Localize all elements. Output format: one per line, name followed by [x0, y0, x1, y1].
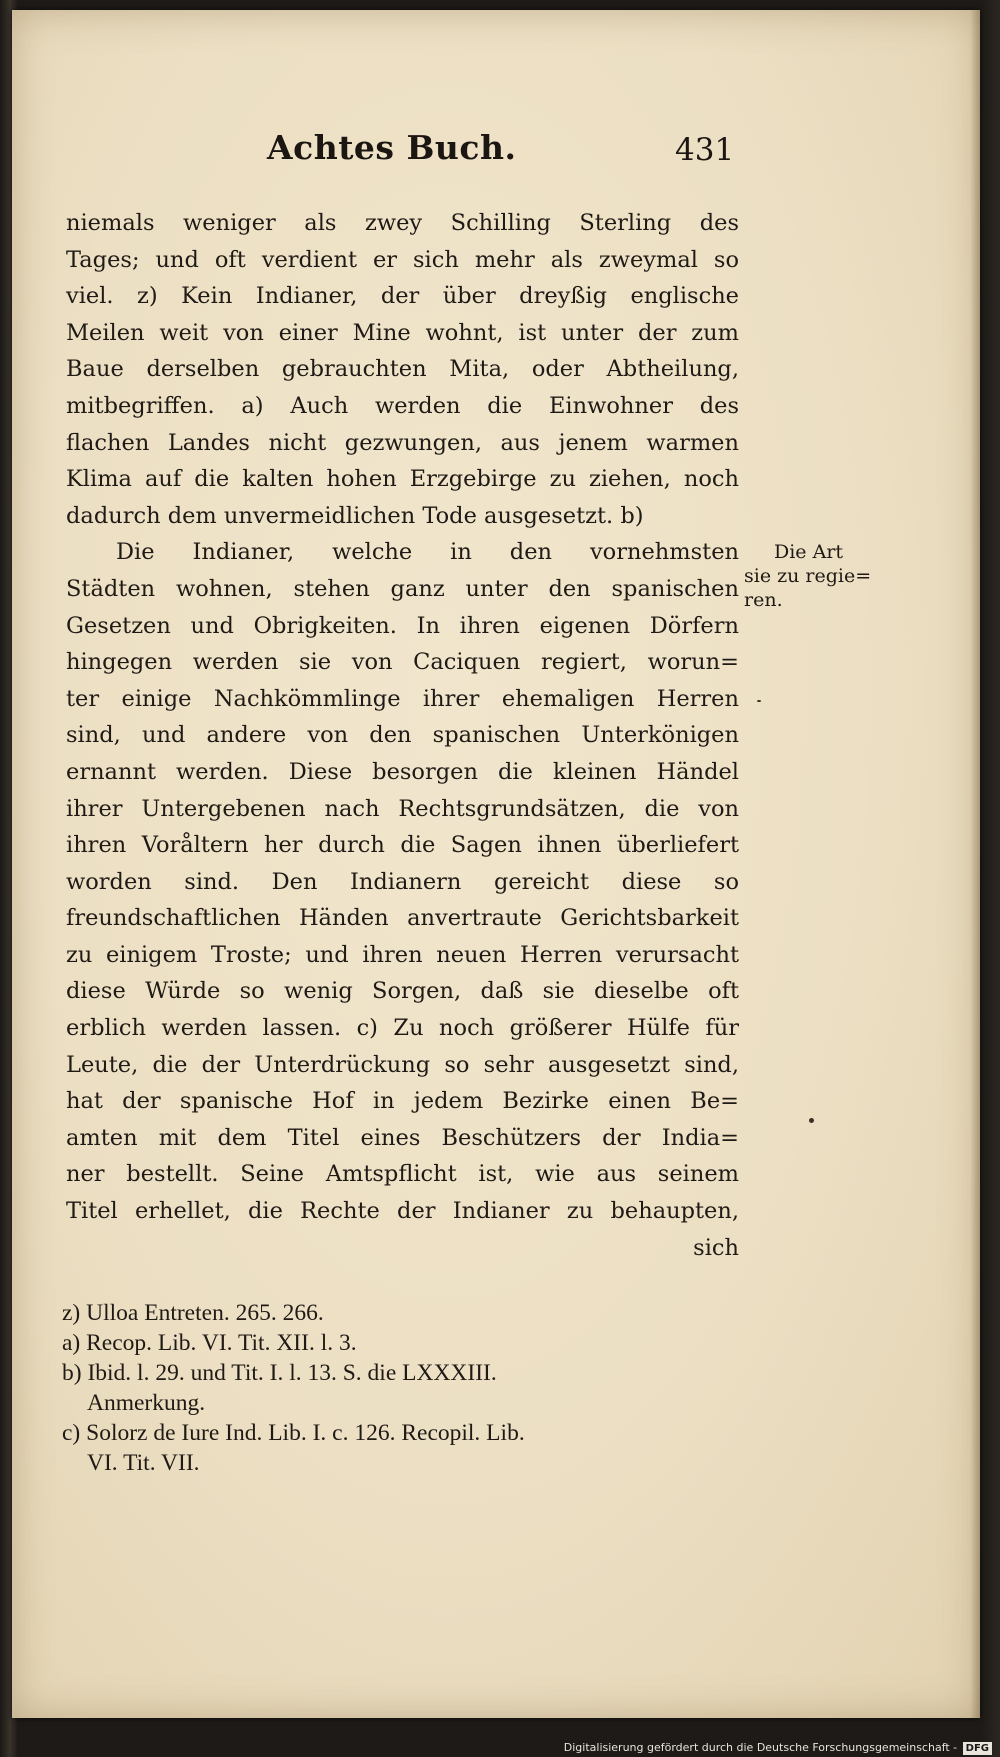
text-line: freundschaftlichen Händen anvertraute Gerichtsbarkeit: [66, 905, 739, 932]
text-line: ihrer Untergebenen nach Rechtsgrundsätzen, die von: [66, 795, 739, 822]
text-line: Tages; und oft verdient er sich mehr als zweymal so: [66, 246, 739, 273]
text-line: dadurch dem unvermeidlichen Tode ausgesetzt. b): [66, 502, 644, 529]
ink-speck: [809, 1118, 814, 1123]
text-line: hat der spanische Hof in jedem Bezirke einen Be=: [66, 1088, 739, 1115]
footnote-line: Anmerkung.: [87, 1390, 206, 1416]
text-line: Gesetzen und Obrigkeiten. In ihren eigenen Dörfern: [66, 612, 739, 639]
footnote-line: z) Ulloa Entreten. 265. 266.: [62, 1300, 324, 1326]
text-line: Titel erhellet, die Rechte der Indianer zu behaupten,: [66, 1198, 739, 1225]
margin-note-line: ren.: [744, 589, 783, 611]
digitization-credit: [564, 1741, 992, 1755]
ink-speck: [757, 700, 761, 702]
text-line: ter einige Nachkömmlinge ihrer ehemaligen Herren: [66, 685, 739, 712]
text-line: mitbegriffen. a) Auch werden die Einwohner des: [66, 392, 739, 419]
margin-note-line: sie zu regie=: [744, 565, 872, 587]
footnote-line: c) Solorz de Iure Ind. Lib. I. c. 126. Recopil. Lib.: [62, 1420, 525, 1446]
footnote-line: b) Ibid. l. 29. und Tit. I. l. 13. S. die LXXXIII.: [62, 1360, 497, 1386]
running-title: Achtes Buch.: [267, 128, 517, 167]
margin-note-line: Die Art: [774, 541, 844, 563]
text-line: flachen Landes nicht gezwungen, aus jenem warmen: [66, 429, 739, 456]
text-line: Baue derselben gebrauchten Mita, oder Abtheilung,: [66, 356, 739, 383]
text-line: sind, und andere von den spanischen Unterkönigen: [66, 722, 739, 749]
text-line: Leute, die der Unterdrückung so sehr ausgesetzt sind,: [66, 1051, 739, 1078]
text-line: Meilen weit von einer Mine wohnt, ist unter der zum: [66, 319, 739, 346]
text-line: erblich werden lassen. c) Zu noch größerer Hülfe für: [66, 1015, 739, 1042]
text-line: diese Würde so wenig Sorgen, daß sie dieselbe oft: [66, 978, 739, 1005]
text-line: Klima auf die kalten hohen Erzgebirge zu ziehen, noch: [66, 466, 739, 493]
text-line: amten mit dem Titel eines Beschützers der India=: [66, 1124, 739, 1151]
text-line: zu einigem Troste; und ihren neuen Herren verursacht: [66, 941, 739, 968]
dfg-logo: DFG: [963, 1742, 992, 1755]
text-line: viel. z) Kein Indianer, der über dreyßig englische: [66, 283, 739, 310]
page-number: 431: [675, 132, 735, 168]
text-line: ernannt werden. Diese besorgen die kleinen Händel: [66, 758, 739, 785]
text-line: Städten wohnen, stehen ganz unter den spanischen: [66, 575, 739, 602]
text-line: worden sind. Den Indianern gereicht diese so: [66, 868, 739, 895]
catchword: sich: [693, 1234, 739, 1261]
body-text: [66, 205, 739, 1266]
page-edge-shadow: [970, 10, 980, 1718]
footnote-line: VI. Tit. VII.: [87, 1450, 200, 1476]
text-line: hingegen werden sie von Caciquen regiert, worun=: [66, 649, 739, 676]
margin-note: [744, 540, 894, 612]
credit-text: Digitalisierung gefördert durch die Deutsche Forschungsgemeinschaft -: [563, 1741, 958, 1754]
paragraph-start-line: Die Indianer, welche in den vornehmsten: [116, 539, 739, 566]
text-line: ner bestellt. Seine Amtspflicht ist, wie aus seinem: [66, 1161, 739, 1188]
text-line: ihren Voråltern her durch die Sagen ihnen überliefert: [66, 832, 739, 859]
text-line: niemals weniger als zwey Schilling Sterling des: [66, 210, 739, 236]
footnote-line: a) Recop. Lib. VI. Tit. XII. l. 3.: [62, 1330, 357, 1356]
footnotes: [62, 1298, 732, 1478]
book-page: [12, 10, 980, 1718]
